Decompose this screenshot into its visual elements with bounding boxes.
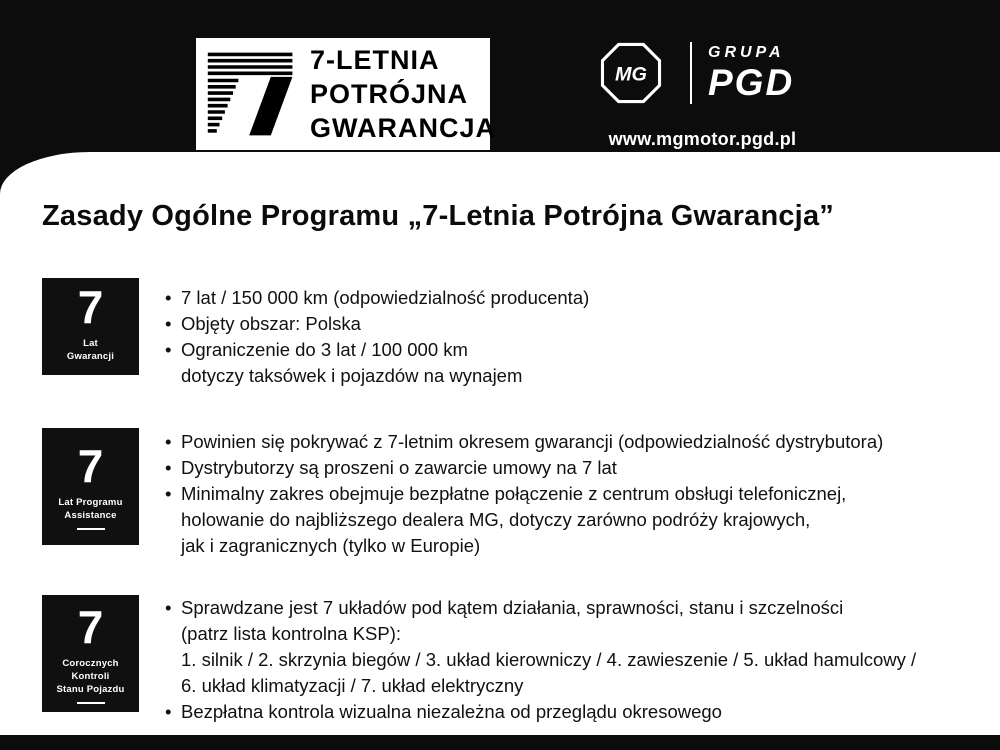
badge-label-line: Stanu Pojazdu [56,683,125,695]
bullet-continuation-line: (patrz lista kontrolna KSP): [181,623,402,644]
website-text: www.mgmotor.pgd.pl [608,129,797,149]
bullet-line: • Dystrybutorzy są proszeni o zawarcie umowy na 7 lat [165,455,883,481]
badge-number: 7 [77,440,104,492]
badge-number: 7 [77,600,104,653]
section-lat-gwarancji-text [165,285,589,389]
badge-label-line: Lat [83,338,98,349]
bullet-continuation-line: 6. układ klimatyzacji / 7. układ elektryczny [181,675,524,696]
badge-rule [77,528,105,530]
bullet-line: • 7 lat / 150 000 km (odpowiedzialność producenta) [165,285,589,311]
badge-rule [77,702,105,704]
bullet-continuation-line: jak i zagranicznych (tylko w Europie) [181,535,481,556]
warranty-logo-line: GWARANCJA [310,113,497,143]
bullet-line: • Minimalny zakres obejmuje bezpłatne połączenie z centrum obsługi telefonicznej, [165,481,883,507]
warranty-logo-line: POTRÓJNA [310,79,469,109]
bullet-continuation-line: 1. silnik / 2. skrzynia biegów / 3. układ kierowniczy / 4. zawieszenie / 5. układ hamulcowy / [181,649,917,670]
badge-label-line: Lat Programu [58,497,123,508]
badge-label [45,657,136,696]
badge-label-line: Gwarancji [66,351,115,362]
badge-label [58,496,122,522]
bullet-continuation-line: dotyczy taksówek i pojazdów na wynajem [181,365,523,386]
bottom-bar [0,735,1000,750]
warranty-seven-icon [206,47,296,141]
section-lat-programu-assistance-text [165,429,883,559]
grupa-pgd-logo [708,45,794,101]
badge-number: 7 [77,281,104,333]
header [0,0,1000,152]
bullet-line: • Objęty obszar: Polska [165,311,589,337]
grupa-label: GRUPA [708,44,785,61]
bullet-line: • Sprawdzane jest 7 układów pod kątem działania, sprawności, stanu i szczelności [165,595,916,621]
page-title: Zasady Ogólne Programu „7-Letnia Potrójna Gwarancja” [42,200,834,232]
section-badge-lat-programu-assistance [42,428,139,545]
warranty-logo-line: 7-LETNIA [310,45,440,75]
warranty-logo-box [196,38,497,150]
bullet-continuation-line: holowanie do najbliższego dealera MG, dotyczy zarówno podróży krajowych, [181,509,811,530]
badge-label-line: Assistance [64,510,117,521]
badge-label [67,337,114,363]
mg-logo-text: MG [615,63,647,86]
warranty-logo-text [310,43,496,145]
mg-logo-icon [600,42,662,104]
section-badge-lat-gwarancji [42,278,139,375]
section-corocznych-kontroli-text [165,595,916,725]
logo-divider [690,42,692,104]
badge-label-line: Corocznych Kontroli [62,657,119,682]
mg-grupa-pgd-lockup [600,42,794,104]
content-sheet [0,152,1000,735]
section-badge-corocznych-kontroli [42,595,139,712]
pgd-label: PGD [708,62,795,103]
bullet-line: • Bezpłatna kontrola wizualna niezależna od przeglądu okresowego [165,699,916,725]
bullet-line: • Powinien się pokrywać z 7-letnim okresem gwarancji (odpowiedzialność dystrybutora) [165,429,883,455]
bullet-line: • Ograniczenie do 3 lat / 100 000 km [165,337,589,363]
